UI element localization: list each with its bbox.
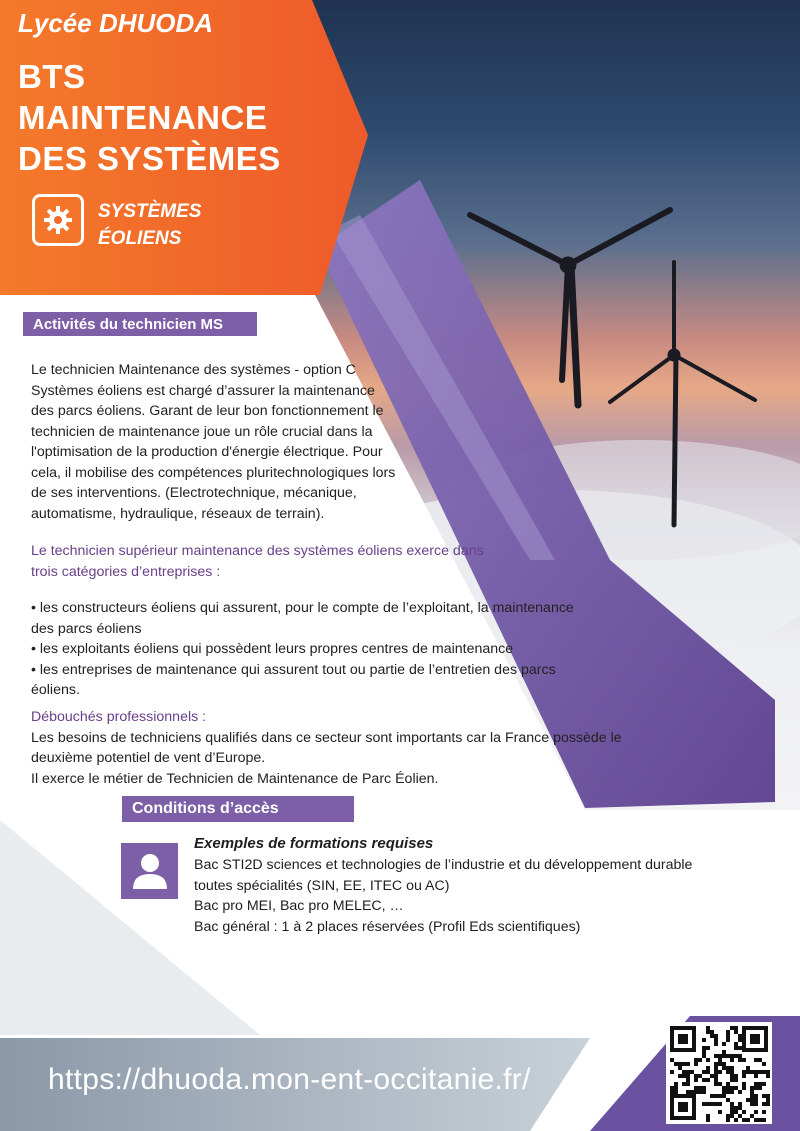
user-icon	[131, 851, 169, 891]
access-heading: Conditions d’accès	[122, 796, 354, 822]
option-label	[98, 198, 201, 252]
formations-list	[194, 855, 694, 937]
activities-subheading: Le technicien supérieur maintenance des systèmes éoliens exerce dans trois catégories d’entreprises :	[31, 543, 484, 580]
gear-icon	[43, 205, 73, 235]
list-item: Bac pro MEI, Bac pro MELEC, …	[194, 898, 404, 914]
activities-intro: Le technicien Maintenance des systèmes - option C Systèmes éoliens est chargé d’assurer la maintenance des parcs éoliens. Garant de leur bon fonctionnement le technicien de maintenance joue un rôle crucial dans la l'optimisation de la production d'énergie électrique. Pour cela, il mobilise des compétences pluritechnologiques lors de ses interventions. (Electrotechnique, mécanique, automatisme, hydraulique, réseaux de terrain).	[31, 362, 396, 522]
list-item: • les entreprises de maintenance qui assurent tout ou partie de l’entretien des parcs éoliens.	[31, 661, 556, 698]
debouches-block	[31, 707, 671, 789]
formations-title: Exemples de formations requises	[194, 835, 434, 852]
debouches-text: Les besoins de techniciens qualifiés dans ce secteur sont importants car la France possède le deuxième potentiel de vent d’Europe.	[31, 729, 622, 766]
title-line-3: DES SYSTÈMES	[18, 140, 281, 177]
option-icon-box	[32, 194, 84, 246]
page-title	[18, 56, 281, 179]
list-item: Bac général : 1 à 2 places réservées (Profil Eds scientifiques)	[194, 918, 581, 935]
school-name: Lycée DHUODA	[18, 8, 214, 38]
list-item: • les constructeurs éoliens qui assurent, pour le compte de l’exploitant, la maintenance des parcs éoliens	[31, 600, 574, 637]
qr-code[interactable]	[666, 1022, 772, 1124]
website-url[interactable]: https://dhuoda.mon-ent-occitanie.fr/	[48, 1063, 531, 1096]
debouches-text-2: Il exerce le métier de Technicien de Maintenance de Parc Éolien.	[31, 770, 439, 787]
title-line-1: BTS	[18, 58, 86, 95]
option-line-1: SYSTÈMES	[98, 201, 202, 222]
company-list	[31, 598, 591, 701]
debouches-title: Débouchés professionnels :	[31, 709, 207, 725]
qr-code-icon	[666, 1022, 772, 1124]
access-icon-box	[121, 843, 178, 899]
activities-heading: Activités du technicien MS	[23, 312, 257, 336]
option-line-2: ÉOLIENS	[98, 228, 182, 249]
list-item: • les exploitants éoliens qui possèdent leurs propres centres de maintenance	[31, 641, 514, 657]
list-item: Bac STI2D sciences et technologies de l’industrie et du développement durable toutes spécialités (SIN, EE, ITEC ou AC)	[194, 857, 693, 894]
title-line-2: MAINTENANCE	[18, 99, 268, 136]
